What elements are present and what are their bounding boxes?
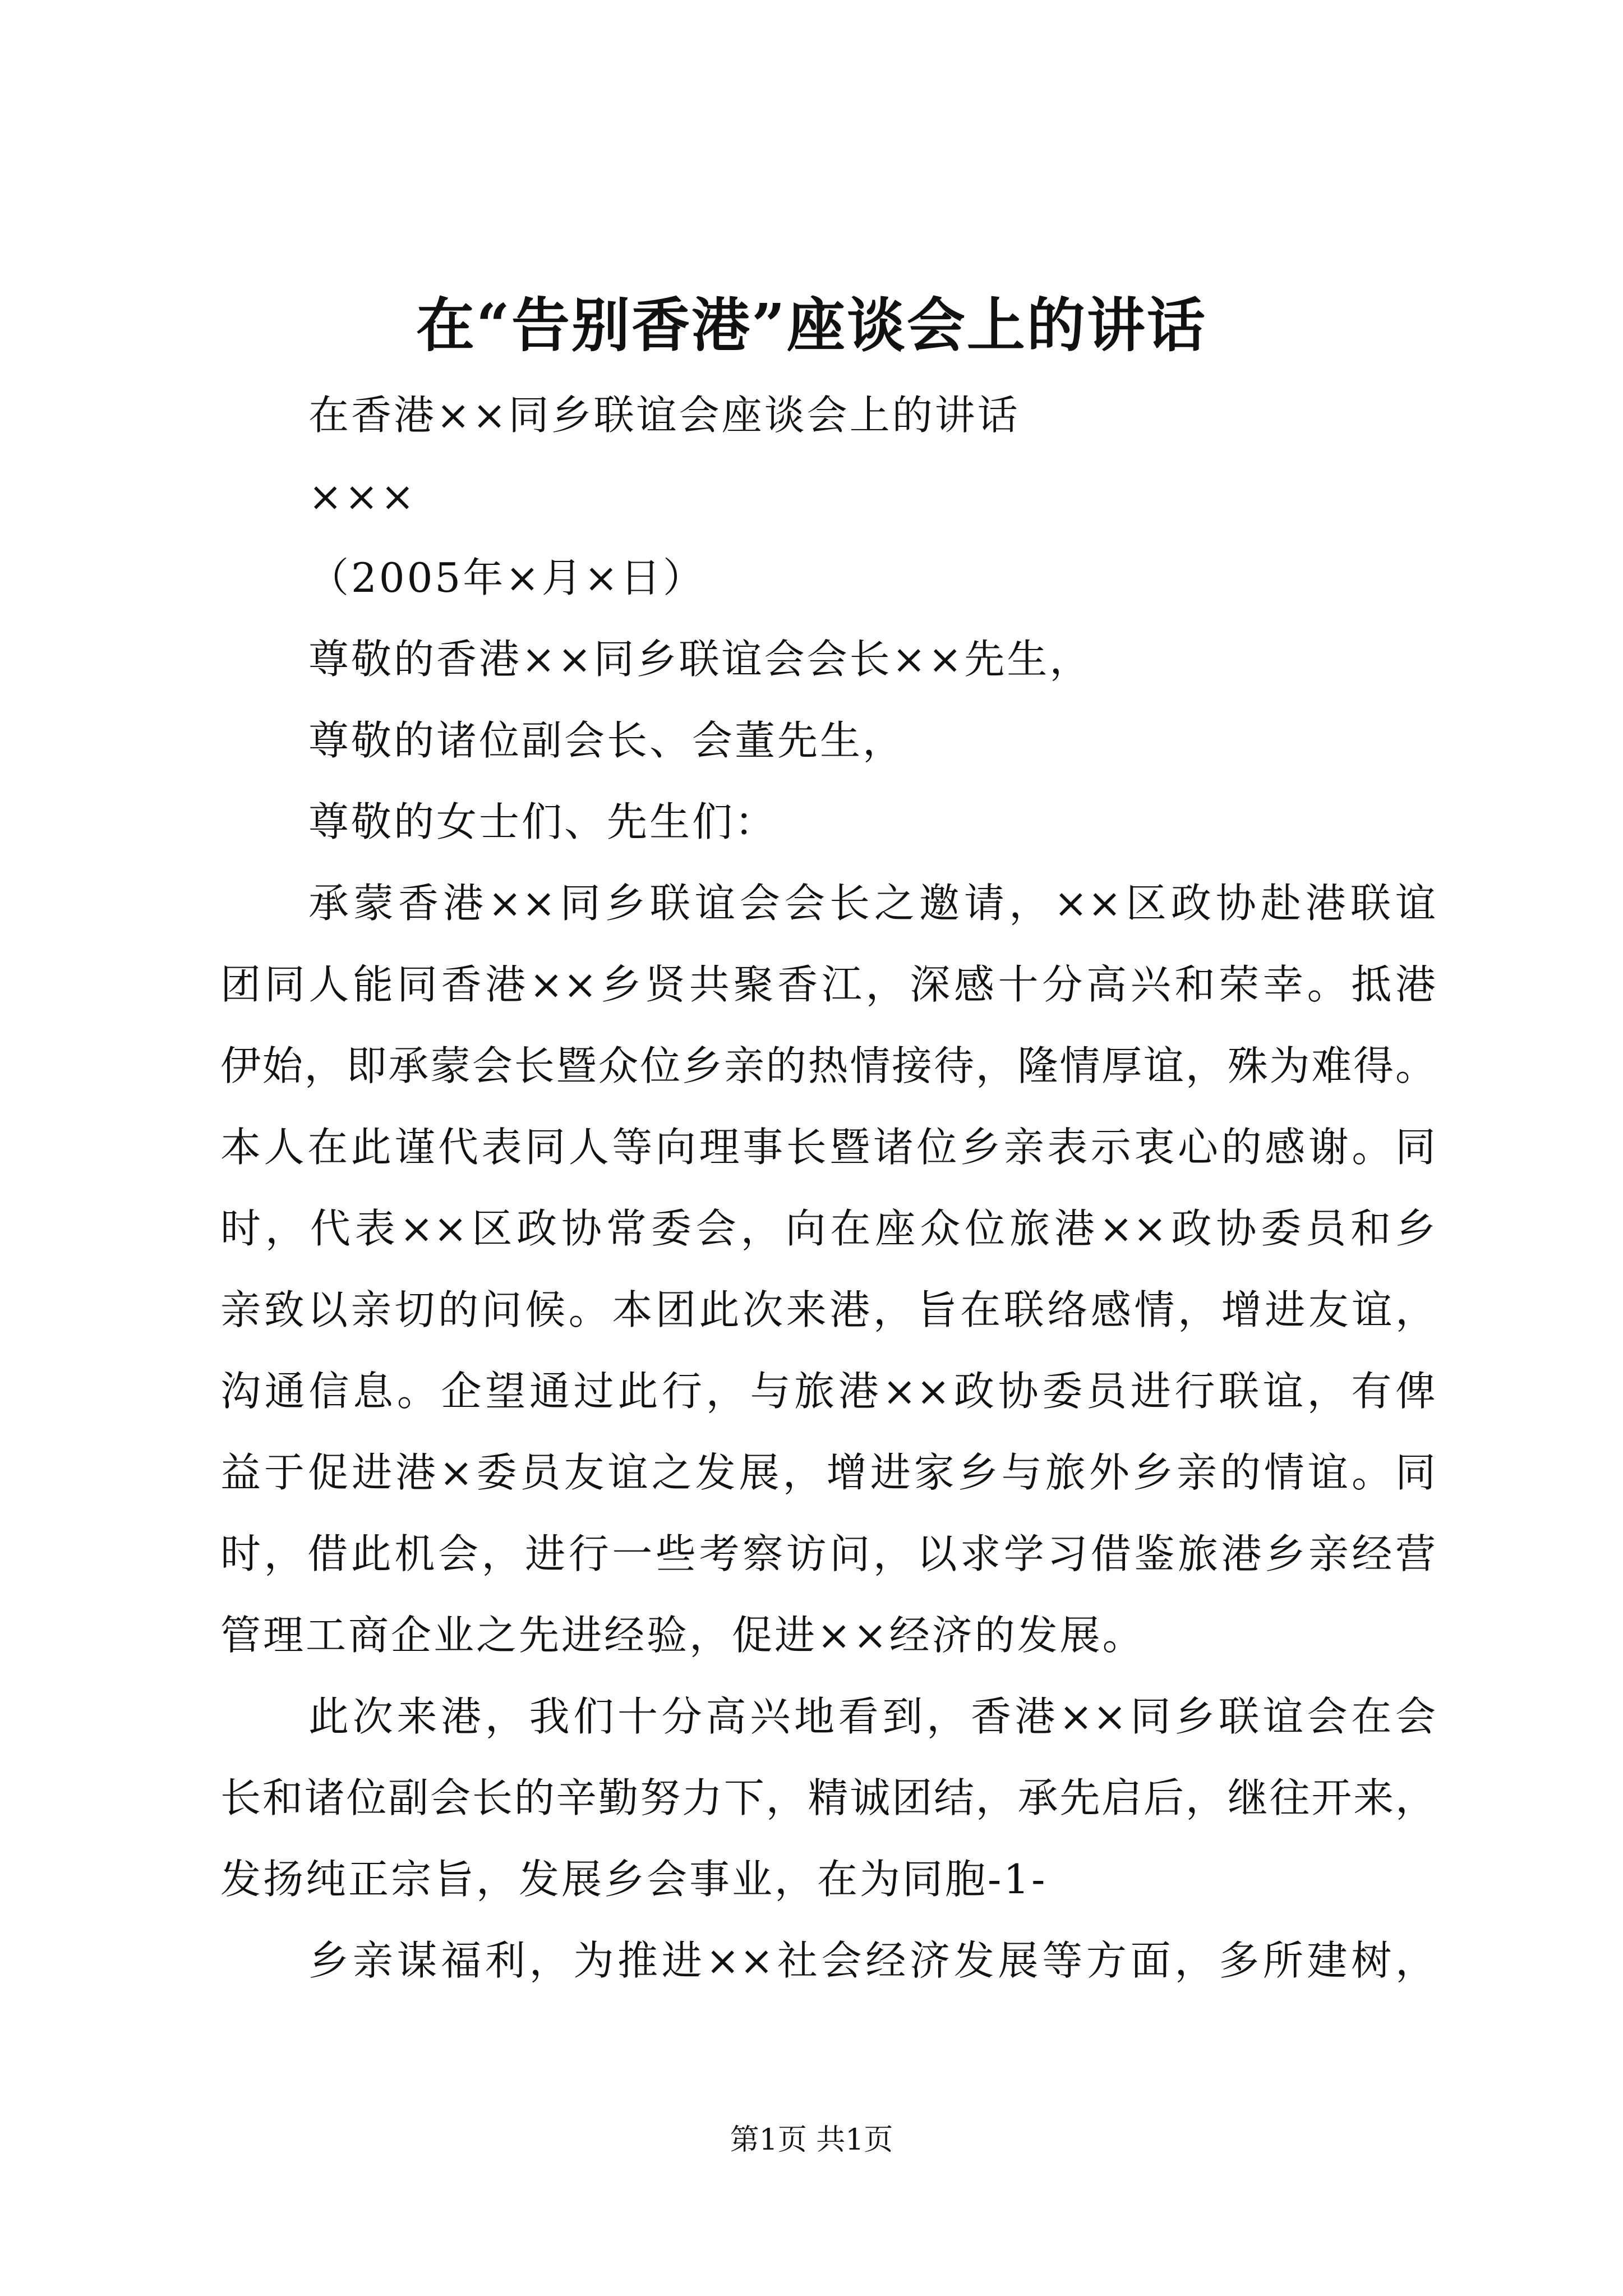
- paragraph-line: 益于促进港×委员友谊之发展，增进家乡与旅外乡亲的情谊。同: [220, 1449, 1436, 1496]
- salutation-line: 尊敬的诸位副会长、会董先生，: [308, 717, 906, 764]
- salutation-line: 尊敬的女士们、先生们：: [308, 798, 778, 845]
- paragraph-line: 本人在此谨代表同人等向理事长暨诸位乡亲表示衷心的感谢。同: [220, 1124, 1436, 1171]
- salutation-line: 尊敬的香港××同乡联谊会会长××先生，: [308, 636, 1092, 683]
- paragraph-line: 亲致以亲切的问候。本团此次来港，旨在联络感情，增进友谊，: [220, 1286, 1436, 1333]
- paragraph-line: 承蒙香港××同乡联谊会会长之邀请，××区政协赴港联谊: [308, 880, 1436, 927]
- paragraph-line: 伊始，即承蒙会长暨众位乡亲的热情接待，隆情厚谊，殊为难得。: [220, 1042, 1436, 1089]
- page-footer: 第1页 共1页: [730, 2123, 893, 2157]
- paragraph-line: 此次来港，我们十分高兴地看到，香港××同乡联谊会在会: [308, 1693, 1436, 1740]
- paragraph-line: 时，借此机会，进行一些考察访问，以求学习借鉴旅港乡亲经营: [220, 1530, 1436, 1577]
- speech-date: （2005年×月×日）: [308, 554, 706, 601]
- document-subtitle: 在香港××同乡联谊会座谈会上的讲话: [308, 392, 1020, 439]
- paragraph-line: 时，代表××区政协常委会，向在座众位旅港××政协委员和乡: [220, 1205, 1436, 1252]
- paragraph-line: 乡亲谋福利，为推进××社会经济发展等方面，多所建树，: [308, 1937, 1436, 1984]
- paragraph-line: 团同人能同香港××乡贤共聚香江，深感十分高兴和荣幸。抵港: [220, 961, 1436, 1008]
- paragraph-line: 发扬纯正宗旨，发展乡会事业，在为同胞-1-: [220, 1856, 1048, 1903]
- paragraph-line: 长和诸位副会长的辛勤努力下，精诚团结，承先启后，继往开来，: [220, 1774, 1436, 1821]
- paragraph-line: 沟通信息。企望通过此行，与旅港××政协委员进行联谊，有俾: [220, 1368, 1436, 1415]
- document-title: 在“告别香港”座谈会上的讲话: [416, 291, 1207, 360]
- paragraph-line: 管理工商企业之先进经验，促进××经济的发展。: [220, 1612, 1145, 1659]
- speaker-name: ×××: [308, 473, 417, 520]
